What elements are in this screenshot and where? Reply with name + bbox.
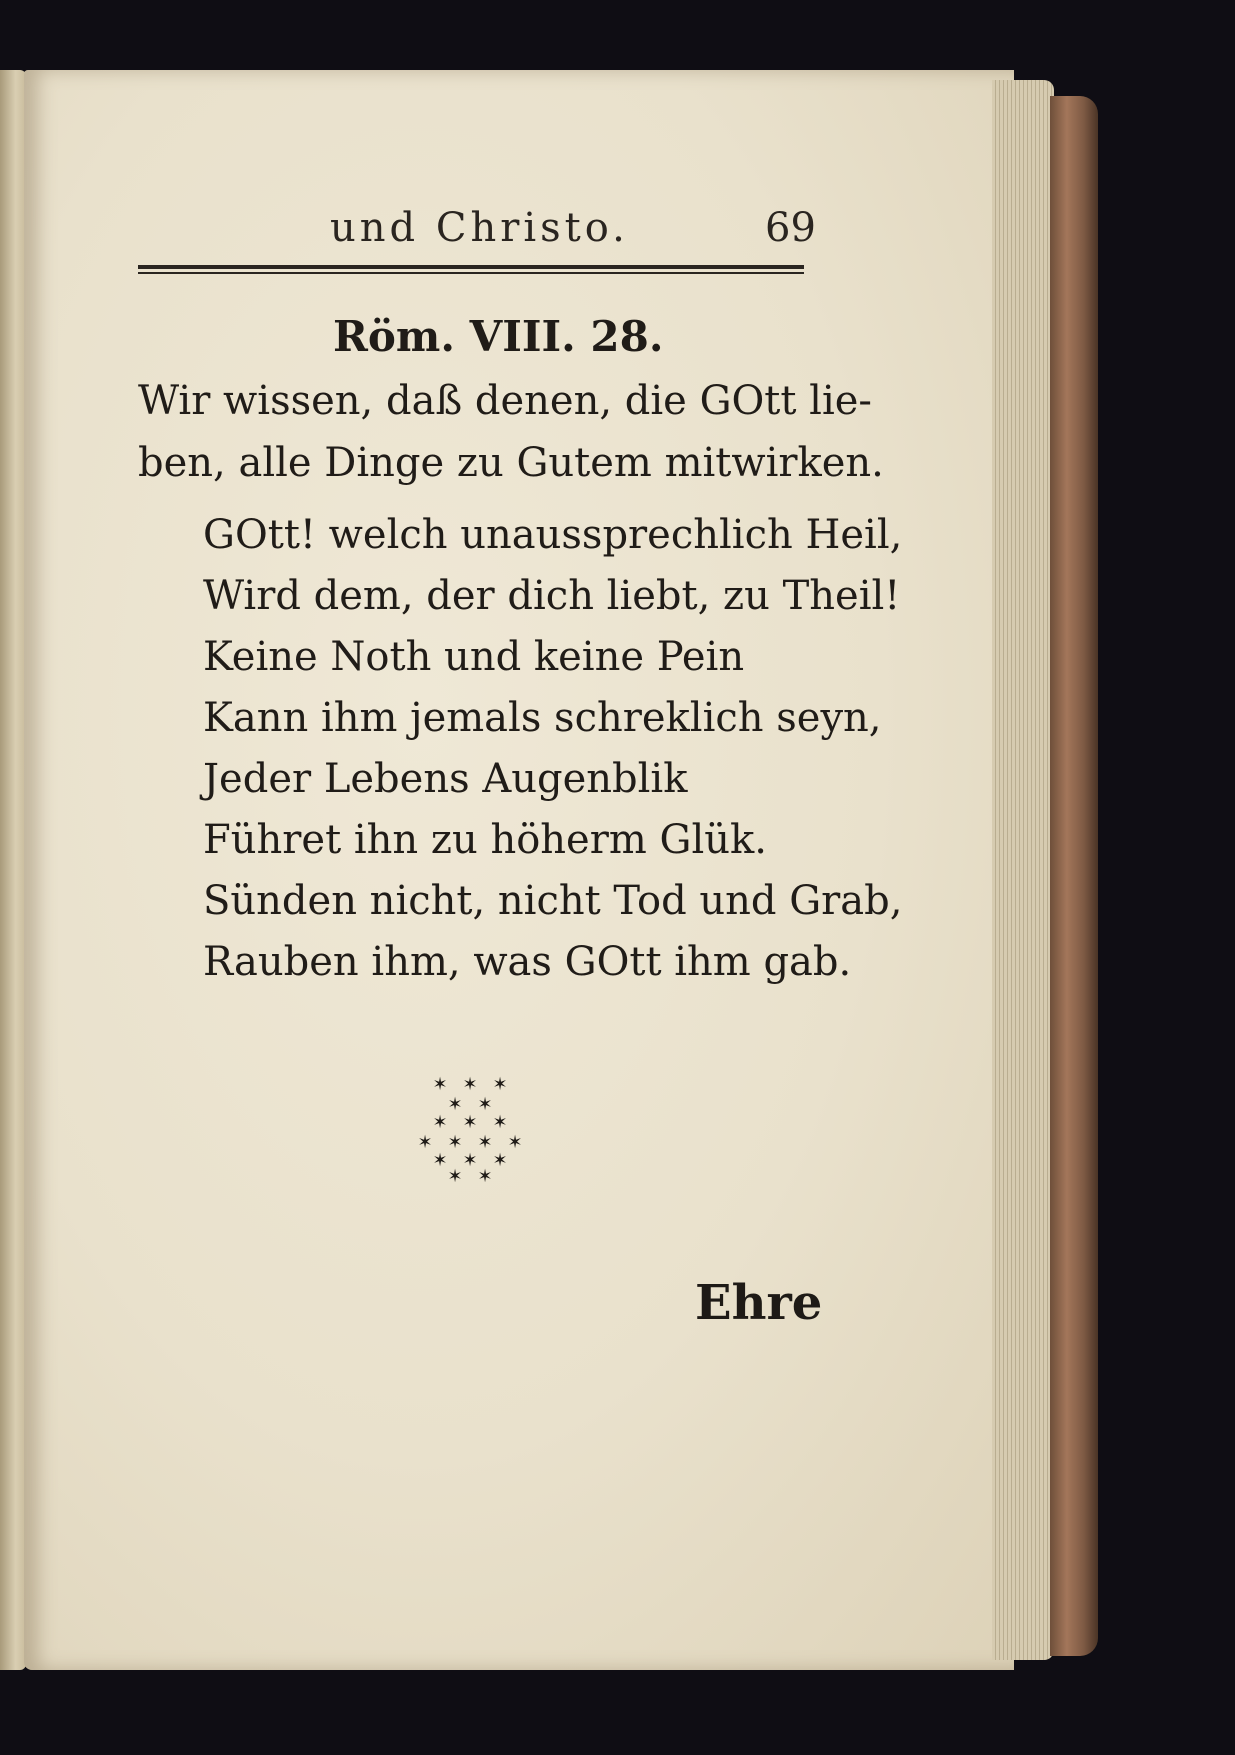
running-head: und Christo. (330, 205, 629, 251)
header-rule (138, 265, 804, 274)
svg-text:✶: ✶ (447, 1132, 463, 1153)
svg-text:✶: ✶ (492, 1112, 508, 1133)
catchword: Ehre (695, 1275, 823, 1331)
svg-text:✶: ✶ (477, 1094, 493, 1115)
verse-line: ben, alle Dinge zu Gutem mitwirken. (138, 440, 884, 486)
svg-text:✶: ✶ (477, 1132, 493, 1153)
svg-text:✶: ✶ (462, 1150, 478, 1171)
svg-text:✶: ✶ (477, 1166, 493, 1182)
verse-reference: Röm. VIII. 28. (333, 312, 664, 361)
star-cluster-icon (410, 1072, 530, 1182)
poem-line: Keine Noth und keine Pein (203, 634, 745, 680)
svg-text:✶: ✶ (492, 1150, 508, 1171)
svg-text:✶: ✶ (447, 1094, 463, 1115)
poem-line: Rauben ihm, was GOtt ihm gab. (203, 939, 852, 985)
svg-text:✶: ✶ (507, 1132, 523, 1153)
svg-text:✶: ✶ (447, 1166, 463, 1182)
svg-text:✶: ✶ (417, 1132, 433, 1153)
svg-text:✶: ✶ (462, 1112, 478, 1133)
poem-line: Führet ihn zu höherm Glük. (203, 817, 767, 863)
verse-line: Wir wissen, daß denen, die GOtt lie- (138, 378, 872, 424)
poem-line: Sünden nicht, nicht Tod und Grab, (203, 878, 903, 924)
svg-text:✶: ✶ (462, 1074, 478, 1095)
svg-text:✶: ✶ (492, 1074, 508, 1095)
poem-line: Jeder Lebens Augenblik (203, 756, 688, 802)
page-number: 69 (765, 205, 816, 251)
poem-line: Kann ihm jemals schreklich seyn, (203, 695, 882, 741)
svg-text:✶: ✶ (432, 1150, 448, 1171)
poem-line: Wird dem, der dich liebt, zu Theil! (203, 573, 901, 619)
svg-text:✶: ✶ (432, 1074, 448, 1095)
svg-text:✶: ✶ (432, 1112, 448, 1133)
poem-line: GOtt! welch unaussprechlich Heil, (203, 512, 903, 558)
